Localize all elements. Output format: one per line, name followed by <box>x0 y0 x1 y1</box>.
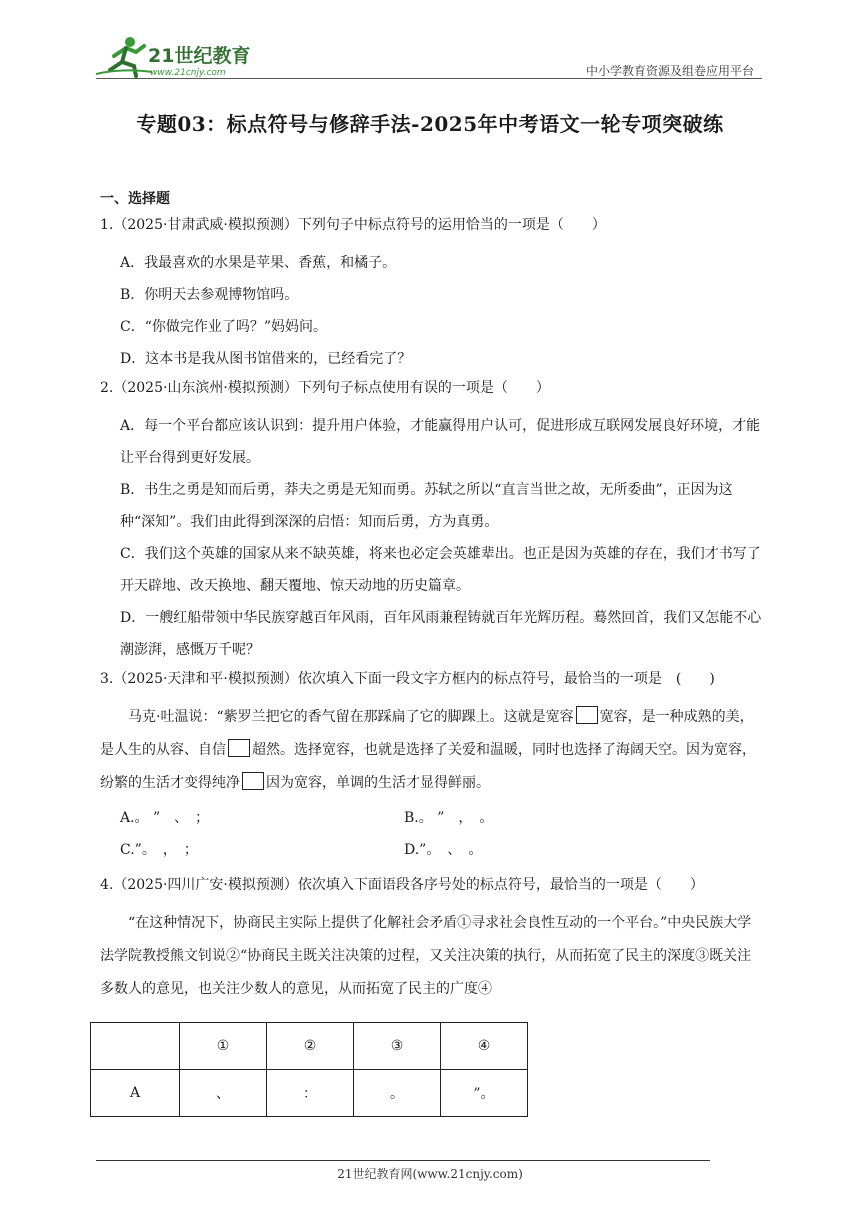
question-stem: 4.（2025·四川广安·模拟预测）依次填入下面语段各序号处的标点符号，最恰当的一项是（ ） <box>100 877 704 893</box>
option-a[interactable]: A．我最喜欢的水果是苹果、香蕉，和橘子。 <box>120 255 397 271</box>
logo-subtext: www.21cnjy.com <box>150 68 226 78</box>
table-header-cell: ④ <box>441 1023 528 1070</box>
table-cell: 。 <box>354 1070 441 1117</box>
answer-table <box>90 1022 528 1117</box>
blank-box-2 <box>228 739 250 757</box>
footer-text[interactable]: 21世纪教育网(www.21cnjy.com) <box>337 1167 523 1181</box>
question-2 <box>100 377 764 666</box>
table-header-cell: ② <box>267 1023 354 1070</box>
table-header-row <box>91 1023 528 1070</box>
table-cell: A <box>91 1070 180 1117</box>
blank-box-1 <box>576 706 598 724</box>
question-3 <box>100 668 764 866</box>
option-b[interactable]: B.。 ” ， 。 <box>404 810 494 826</box>
quote-passage: 马克·吐温说：“紫罗兰把它的香气留在那踩扁了它的脚踝上。这就是宽容 宽容，是一种成熟的美，是人生的从容、自信 超然。选择宽容，也就是选择了关爱和温暖，同时也选择了海阔天空。因为宽容，纷繁的生活才变得纯净 因为宽容，单调的生活才显得鲜丽。 <box>100 701 764 800</box>
header-divider <box>96 78 762 79</box>
option-a[interactable]: A.。 ” 、 ； <box>120 810 210 826</box>
question-list <box>100 188 764 1008</box>
question-stem: 3.（2025·天津和平·模拟预测）依次填入下面一段文字方框内的标点符号，最恰当的一项是 ( ) <box>100 671 715 687</box>
option-d[interactable]: D.”。 、 。 <box>404 842 483 858</box>
table-header-cell: ① <box>180 1023 267 1070</box>
page-title: 专题03：标点符号与修辞手法-2025年中考语文一轮专项突破练 <box>136 112 724 136</box>
question-stem: 2.（2025·山东滨州·模拟预测）下列句子标点使用有误的一项是（ ） <box>100 380 550 396</box>
option-c[interactable]: C．“你做完作业了吗？”妈妈问。 <box>120 319 328 335</box>
table-header-cell <box>91 1023 180 1070</box>
question-stem: 1.（2025·甘肃武威·模拟预测）下列句子中标点符号的运用恰当的一项是（ ） <box>100 217 606 233</box>
table-cell: ： <box>267 1070 354 1117</box>
blank-box-3 <box>242 772 264 790</box>
option-c[interactable]: C.”。 ， ； <box>120 842 198 858</box>
option-b[interactable]: B．你明天去参观博物馆吗。 <box>120 287 299 303</box>
platform-name: 中小学教育资源及组卷应用平台 <box>585 64 754 78</box>
table-header-cell: ③ <box>354 1023 441 1070</box>
running-figure-icon <box>96 37 152 76</box>
table-cell: ”。 <box>441 1070 528 1117</box>
logo-text: 21世纪教育 <box>148 45 251 67</box>
table-cell: 、 <box>180 1070 267 1117</box>
option-d[interactable]: D．一艘红船带领中华民族穿越百年风雨，百年风雨兼程铸就百年光辉历程。蓦然回首，我们又怎能不心潮澎湃，感慨万千呢？ <box>120 610 762 658</box>
option-a[interactable]: A．每一个平台都应该认识到：提升用户体验，才能赢得用户认可，促进形成互联网发展良好环境，才能让平台得到更好发展。 <box>120 418 761 466</box>
option-b[interactable]: B．书生之勇是知而后勇，莽夫之勇是无知而勇。苏轼之所以“直言当世之故，无所委曲”，正因为这种“深知”。我们由此得到深深的启悟：知而后勇，方为真勇。 <box>120 482 733 530</box>
table-row <box>91 1070 528 1117</box>
option-d[interactable]: D．这本书是我从图书馆借来的，已经看完了？ <box>120 351 412 367</box>
question-1 <box>100 214 764 375</box>
section-heading: 一、选择题 <box>100 191 170 207</box>
quote-passage: “在这种情况下，协商民主实际上提供了化解社会矛盾①寻求社会良性互动的一个平台。”中央民族大学法学院教授熊文钊说②“协商民主既关注决策的过程，又关注决策的执行，从而拓宽了民主的深度③既关注多数人的意见，也关注少数人的意见，从而拓宽了民主的广度④ <box>100 915 752 997</box>
option-row-1 <box>100 802 764 834</box>
question-4 <box>100 874 764 1006</box>
footer-divider <box>96 1160 710 1161</box>
site-logo <box>92 34 262 78</box>
option-row-2 <box>100 834 764 866</box>
option-c[interactable]: C．我们这个英雄的国家从来不缺英雄，将来也必定会英雄辈出。也正是因为英雄的存在，我们才书写了开天辟地、改天换地、翻天覆地、惊天动地的历史篇章。 <box>120 546 761 594</box>
